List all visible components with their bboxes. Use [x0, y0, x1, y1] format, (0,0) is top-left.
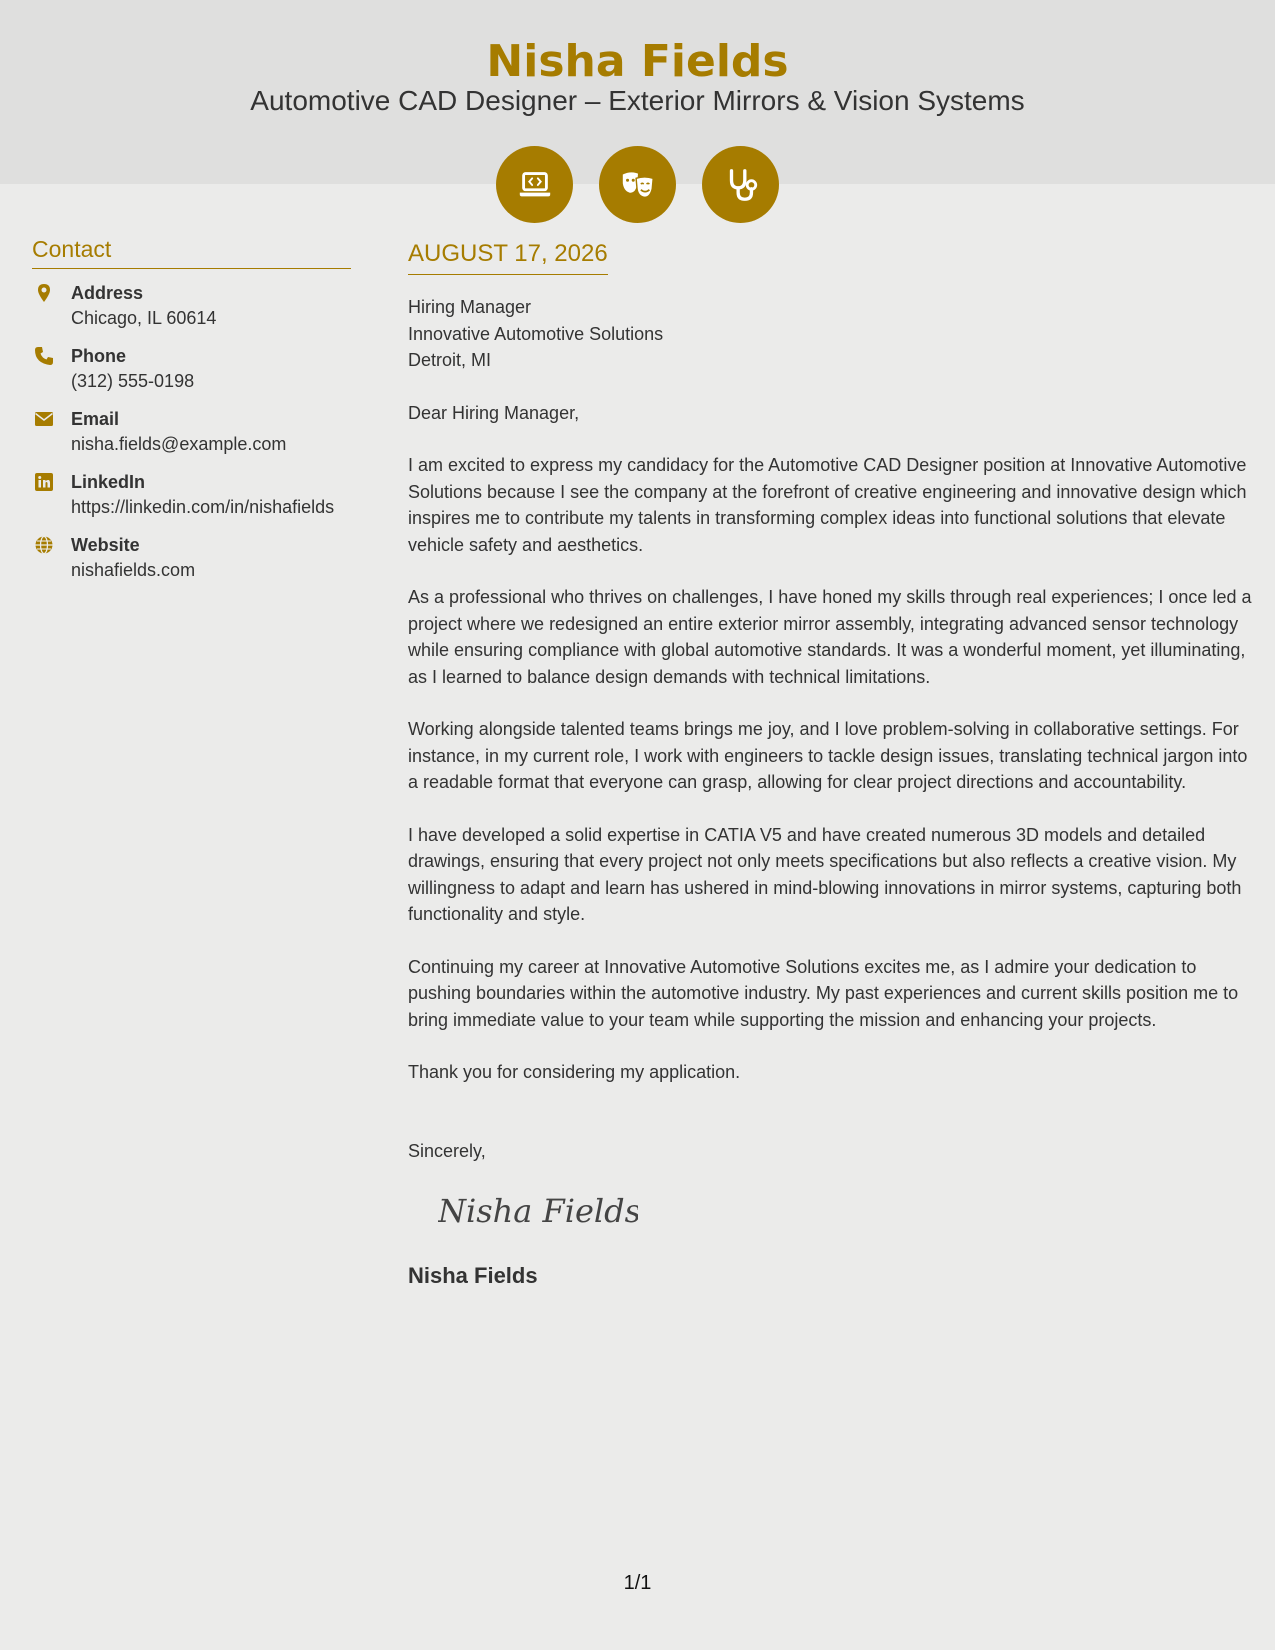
- handwritten-signature: [438, 1190, 1253, 1239]
- signer-name: Nisha Fields: [408, 1262, 538, 1288]
- contact-website: [32, 533, 351, 583]
- interest-icons: [0, 146, 1275, 223]
- linkedin-label: LinkedIn: [71, 472, 146, 492]
- linkedin-icon: [34, 472, 54, 492]
- location-pin-icon: [34, 283, 54, 303]
- paragraph: As a professional who thrives on challenges, I have honed my skills through real experiences; I once led a project where we redesigned an entire exterior mirror assembly, integrating advanced sensor technology while ensuring compliance with global automotive standards. It was a wonderful moment, yet illuminating, as I learned to balance design demands with technical limitations.: [408, 587, 1252, 687]
- paragraph: Continuing my career at Innovative Automotive Solutions excites me, as I admire your dedication to pushing boundaries within the automotive industry. My past experiences and current skills position me to bring immediate value to your team while supporting the mission and enhancing your projects.: [408, 956, 1239, 1030]
- stethoscope-icon: [702, 146, 779, 223]
- recipient-line: Detroit, MI: [408, 350, 492, 370]
- contact-linkedin: [32, 470, 351, 520]
- email-value[interactable]: nisha.fields@example.com: [71, 434, 287, 454]
- contact-phone: [32, 344, 351, 394]
- envelope-icon: [34, 409, 54, 429]
- job-title: Automotive CAD Designer – Exterior Mirrors & Vision Systems: [250, 85, 1025, 116]
- contact-address: [32, 281, 351, 331]
- address-value: Chicago, IL 60614: [71, 308, 217, 328]
- recipient-line: Innovative Automotive Solutions: [408, 323, 664, 344]
- phone-value: (312) 555-0198: [71, 371, 195, 391]
- applicant-name: Nisha Fields: [486, 36, 789, 87]
- recipient-block: [408, 294, 1253, 374]
- paragraph: Working alongside talented teams brings me joy, and I love problem-solving in collaborative settings. For instance, in my current role, I work with engineers to tackle design issues, translating technical jargon into a readable format that everyone can grasp, allowing for clear project directions and accountability.: [408, 719, 1248, 792]
- website-value[interactable]: nishafields.com: [71, 560, 196, 580]
- page-number: 1/1: [623, 1572, 652, 1594]
- phone-icon: [34, 346, 54, 366]
- letter-body: [408, 240, 1253, 1289]
- paragraph: Thank you for considering my application.: [408, 1062, 741, 1082]
- letter-date: AUGUST 17, 2026: [408, 240, 608, 275]
- phone-label: Phone: [71, 346, 127, 366]
- globe-icon: [34, 535, 54, 555]
- paragraph: I have developed a solid expertise in CATIA V5 and have created numerous 3D models and detailed drawings, ensuring that every project not only meets specifications but also reflects a creative vision. My willingness to adapt and learn has ushered in mind-blowing innovations in mirror systems, capturing both functionality and style.: [408, 824, 1242, 924]
- signature-text: Nisha Fields: [438, 1191, 638, 1230]
- email-label: Email: [71, 409, 120, 429]
- salutation: Dear Hiring Manager,: [408, 402, 580, 423]
- paragraph: I am excited to express my candidacy for the Automotive CAD Designer position at Innovative Automotive Solutions because I see the company at the forefront of creative engineering and innovative design which inspires me to contribute my talents in transforming complex ideas into functional solutions that elevate vehicle safety and aesthetics.: [408, 455, 1247, 555]
- theater-masks-icon: [599, 146, 676, 223]
- laptop-code-icon: [496, 146, 573, 223]
- address-label: Address: [71, 283, 144, 303]
- contact-heading: Contact: [32, 236, 351, 269]
- closing: Sincerely,: [408, 1140, 486, 1161]
- website-label: Website: [71, 535, 140, 555]
- contact-sidebar: [32, 236, 351, 596]
- recipient-line: Hiring Manager: [408, 297, 532, 317]
- linkedin-value[interactable]: https://linkedin.com/in/nishafields: [71, 497, 335, 517]
- contact-email: [32, 407, 351, 457]
